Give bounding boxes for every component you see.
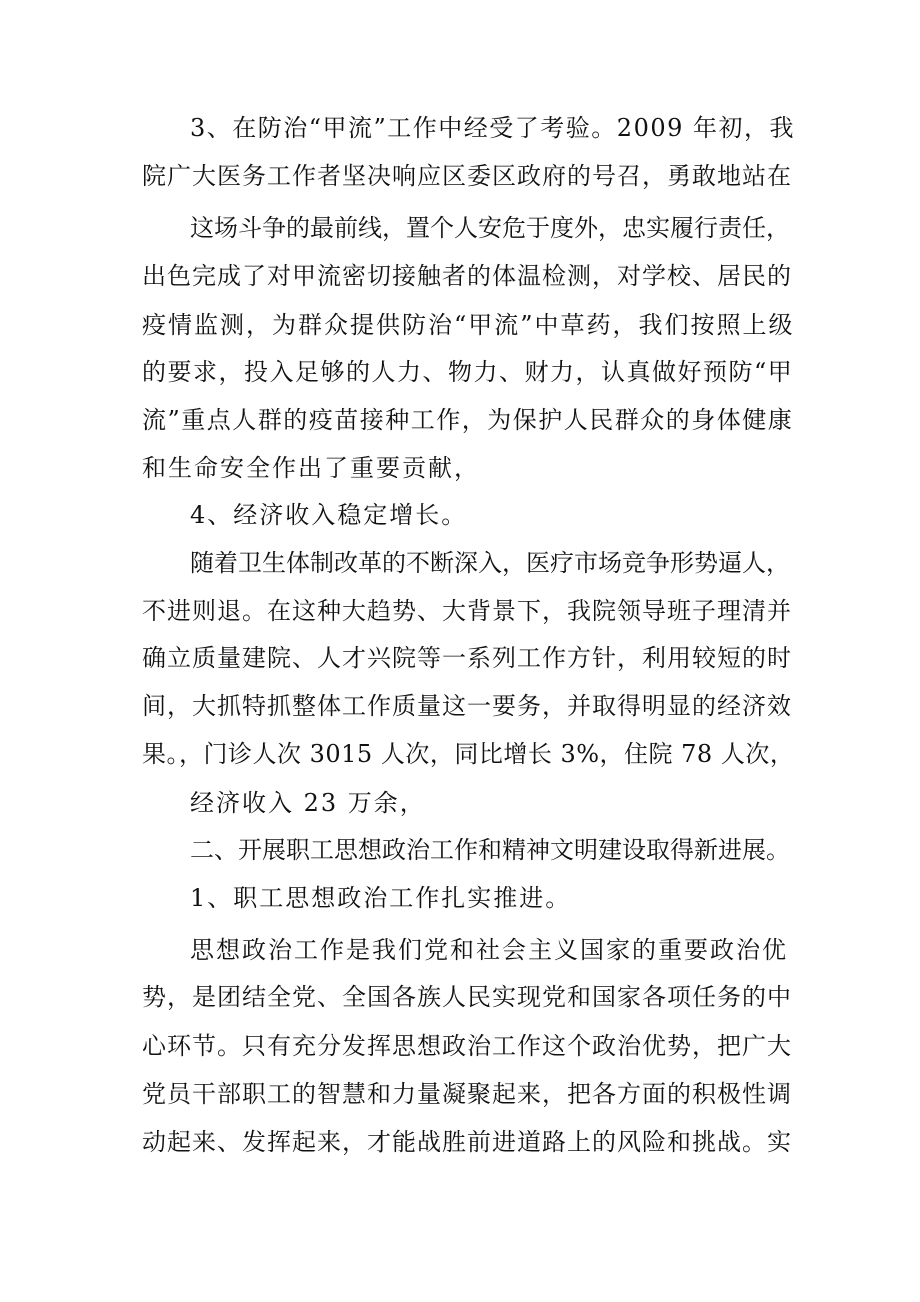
- text-line: 随着卫生体制改革的不断深入，医疗市场竞争形势逼人，: [190, 549, 790, 577]
- text-line: 势，是团结全党、全国各族人民实现党和国家各项任务的中: [142, 983, 792, 1011]
- text-line: 果。，门诊人次 3015 人次，同比增长 3%，住院 78 人次，: [142, 740, 795, 768]
- text-line: 3、在防治“甲流”工作中经受了考验。2009 年初，我: [190, 114, 796, 142]
- text-line: 出色完成了对甲流密切接触者的体温检测，对学校、居民的: [142, 262, 792, 290]
- text-line: 党员干部职工的智慧和力量凝聚起来，把各方面的积极性调: [142, 1080, 792, 1108]
- section-heading: 1、职工思想政治工作扎实推进。: [190, 884, 572, 912]
- text-line: 经济收入 23 万余，: [190, 789, 426, 817]
- text-line: 这场斗争的最前线，置个人安危于度外，忠实履行责任，: [190, 214, 790, 242]
- text-line: 心环节。只有充分发挥思想政治工作这个政治优势，把广大: [142, 1032, 792, 1060]
- text-line: 流”重点人群的疫苗接种工作，为保护人民群众的身体健康: [142, 406, 794, 434]
- text-line: 和生命安全作出了重要贡献，: [142, 454, 480, 482]
- text-line: 思想政治工作是我们党和社会主义国家的重要政治优: [190, 936, 788, 964]
- text-line: 不进则退。在这种大趋势、大背景下，我院领导班子理清并: [142, 597, 792, 625]
- text-line: 院广大医务工作者坚决响应区委区政府的号召，勇敢地站在: [142, 162, 792, 190]
- section-heading: 二、开展职工思想政治工作和精神文明建设取得新进展。: [190, 836, 790, 864]
- text-line: 疫情监测，为群众提供防治“甲流”中草药，我们按照上级: [142, 311, 795, 339]
- text-line: 动起来、发挥起来，才能战胜前进道路上的风险和挑战。实: [142, 1128, 792, 1156]
- text-line: 的要求，投入足够的人力、物力、财力，认真做好预防“甲: [142, 358, 794, 386]
- text-line: 间，大抓特抓整体工作质量这一要务，并取得明显的经济效: [142, 692, 792, 720]
- text-line: 确立质量建院、人才兴院等一系列工作方针，利用较短的时: [142, 644, 792, 672]
- section-heading: 4、经济收入稳定增长。: [190, 501, 468, 529]
